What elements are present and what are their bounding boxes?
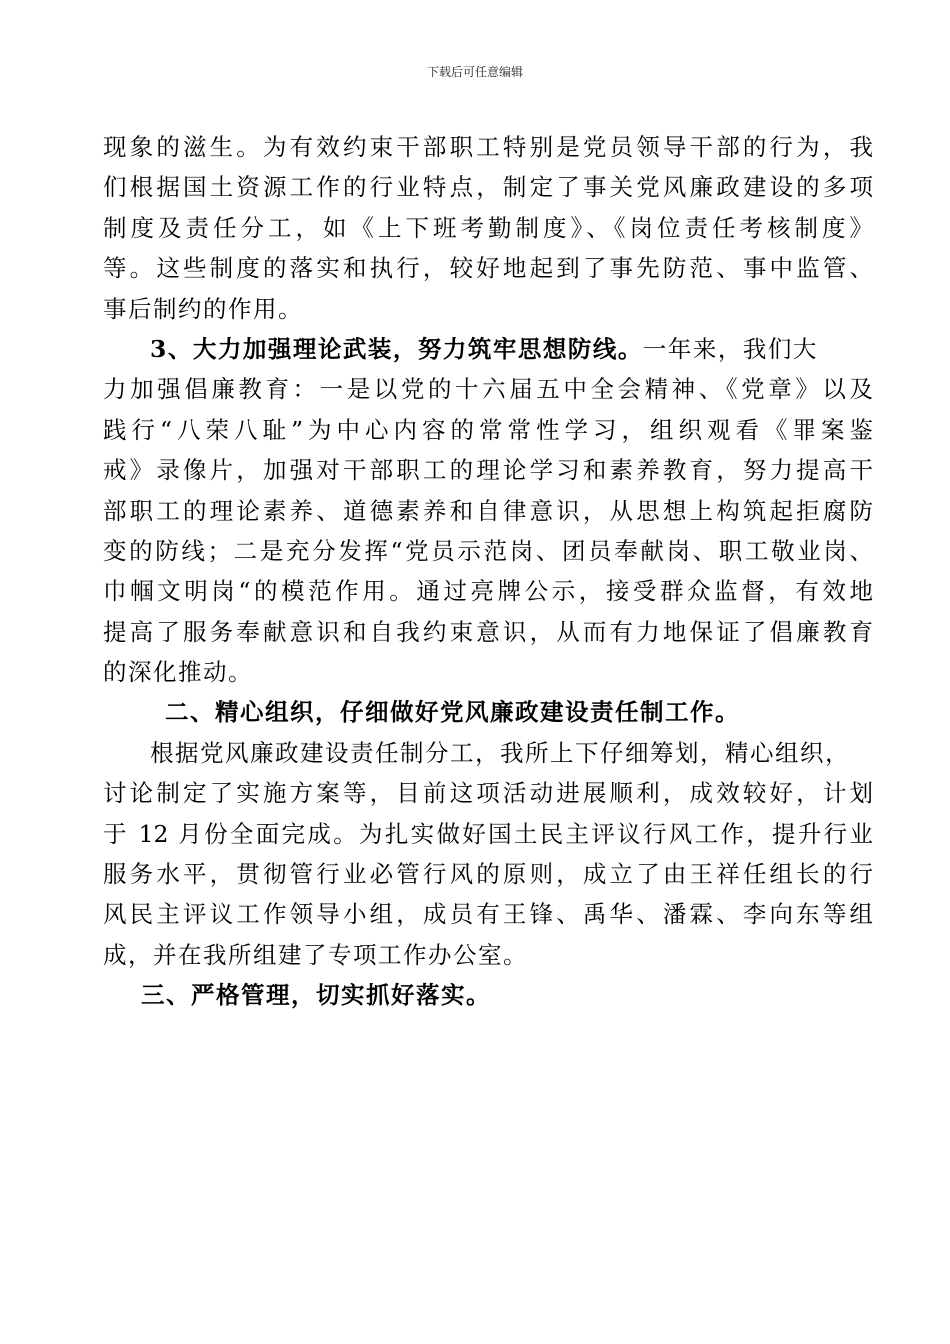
paragraph-line: 变的防线；二是充分发挥“党员示范岗、团员奉献岗、职工敬业岗、 bbox=[103, 536, 873, 565]
paragraph-line: 成，并在我所组建了专项工作办公室。 bbox=[103, 940, 528, 969]
paragraph-line: 事后制约的作用。 bbox=[103, 294, 303, 323]
paragraph-line: 风民主评议工作领导小组，成员有王锋、禹华、潘霖、李向东等组 bbox=[103, 900, 873, 929]
paragraph-line: 们根据国土资源工作的行业特点，制定了事关党风廉政建设的多项 bbox=[103, 173, 873, 202]
subsection-heading: 3、大力加强理论武装，努力筑牢思想防线。 bbox=[150, 334, 643, 363]
paragraph-line: 巾帼文明岗“的模范作用。通过亮牌公示，接受群众监督，有效地 bbox=[103, 577, 873, 606]
paragraph-line: 的深化推动。 bbox=[103, 658, 253, 687]
paragraph-first-line: 根据党风廉政建设责任制分工，我所上下仔细筹划，精心组织， bbox=[150, 738, 850, 767]
section-heading: 二、精心组织，仔细做好党风廉政建设责任制工作。 bbox=[165, 698, 740, 727]
paragraph-line: 践行“八荣八耻”为中心内容的常常性学习，组织观看《罪案鉴 bbox=[103, 415, 873, 444]
paragraph-line: 力加强倡廉教育：一是以党的十六届五中全会精神、《党章》以及 bbox=[103, 375, 873, 404]
paragraph-line: 部职工的理论素养、道德素养和自律意识，从思想上构筑起拒腐防 bbox=[103, 496, 873, 525]
paragraph-line: 等。这些制度的落实和执行，较好地起到了事先防范、事中监管、 bbox=[103, 254, 873, 283]
page-header: 下载后可任意编辑 bbox=[426, 65, 523, 79]
paragraph-line: 制度及责任分工，如《上下班考勤制度》、《岗位责任考核制度》 bbox=[103, 213, 873, 242]
paragraph-line: 现象的滋生。为有效约束干部职工特别是党员领导干部的行为，我 bbox=[103, 133, 873, 161]
paragraph-line: 戒》录像片，加强对干部职工的理论学习和素养教育，努力提高干 bbox=[103, 456, 873, 485]
paragraph-line: 于 12 月份全面完成。为扎实做好国土民主评议行风工作，提升行业 bbox=[103, 819, 873, 848]
paragraph-line: 讨论制定了实施方案等，目前这项活动进展顺利，成效较好，计划 bbox=[103, 779, 873, 808]
paragraph-line: 提高了服务奉献意识和自我约束意识，从而有力地保证了倡廉教育 bbox=[103, 617, 873, 646]
paragraph-line: 服务水平，贯彻管行业必管行风的原则，成立了由王祥任组长的行 bbox=[103, 860, 873, 889]
paragraph-text: 一年来，我们大 bbox=[642, 334, 818, 363]
section-heading: 三、严格管理，切实抓好落实。 bbox=[141, 981, 491, 1010]
paragraph-first-line bbox=[103, 329, 873, 369]
document-body bbox=[103, 127, 873, 1016]
